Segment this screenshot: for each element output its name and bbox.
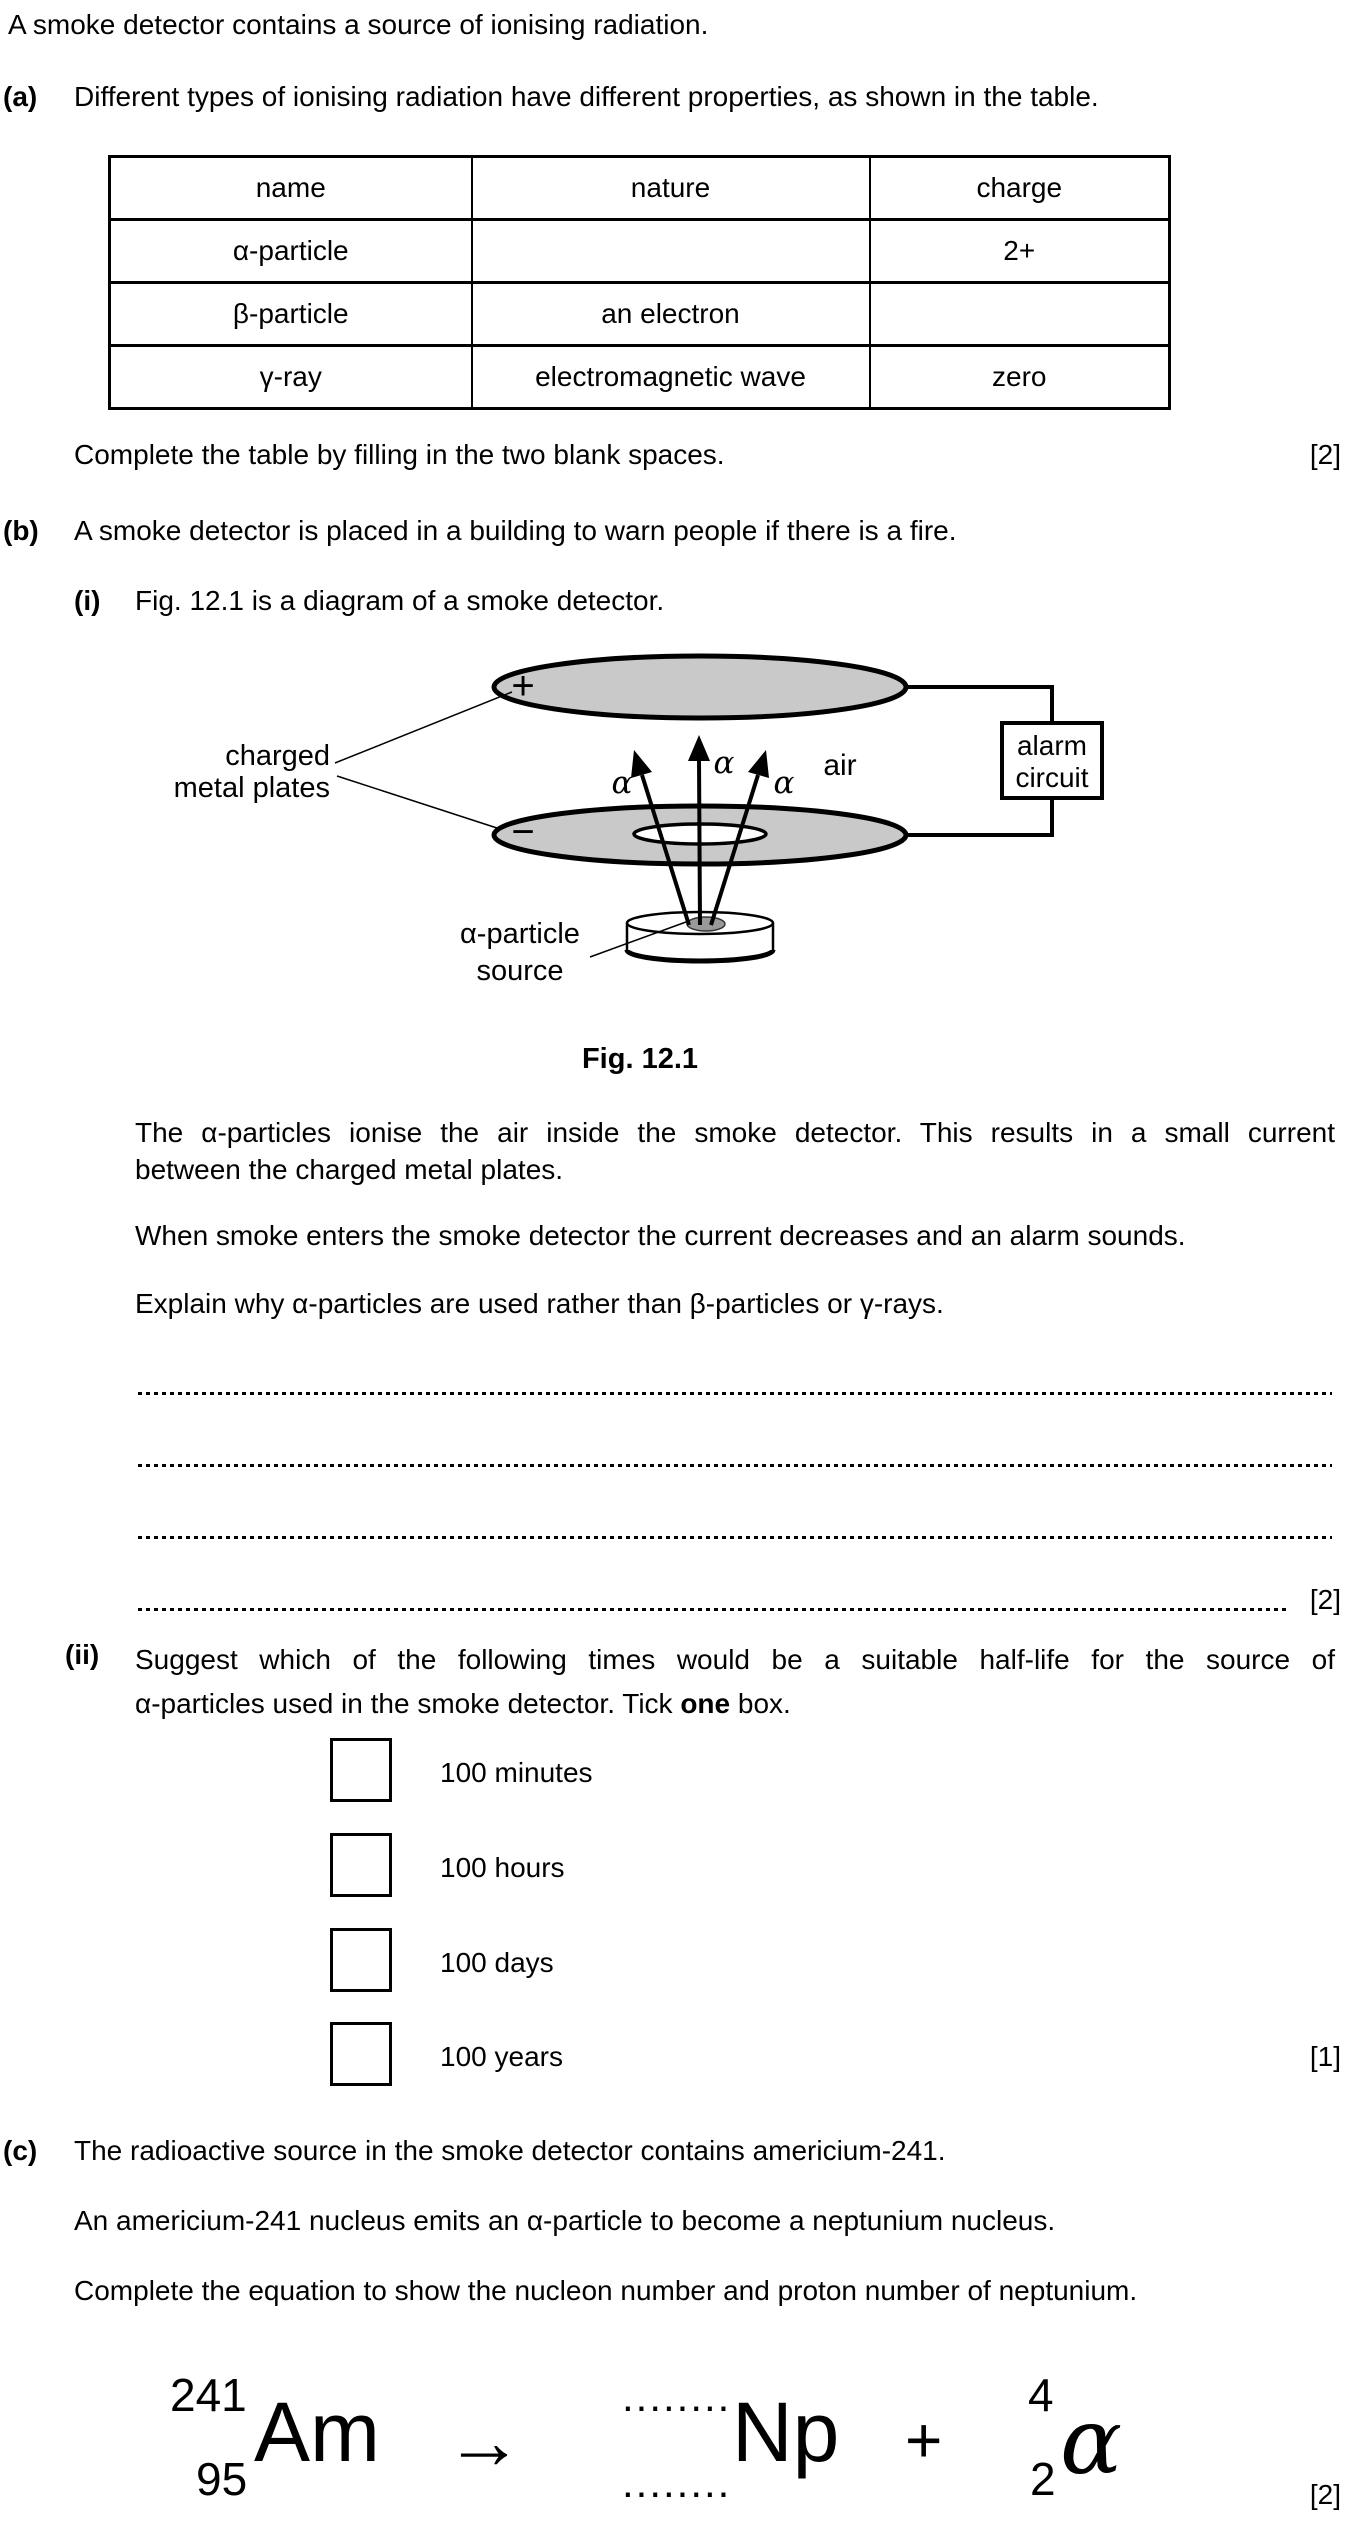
marks-part-c: [2]: [1309, 2479, 1341, 2510]
part-c-line3: Complete the equation to show the nucleon number and proton number of neptunium.: [74, 2275, 1138, 2306]
cell-beta-charge-blank[interactable]: [870, 283, 1170, 346]
alpha-arrowhead-center: [688, 735, 710, 761]
equation-reactant-symbol: Am: [254, 2385, 380, 2479]
alpha-symbol-left: α: [611, 765, 633, 801]
part-b-ii-line2: [135, 1682, 791, 1726]
tickbox-100-minutes[interactable]: [330, 1738, 392, 1802]
para3: Explain why α-particles are used rather than β-particles or γ-rays.: [135, 1288, 944, 1319]
cell-beta-name: β-particle: [110, 283, 472, 346]
marks-part-b-i: [2]: [1309, 1584, 1341, 1615]
para1-line2: between the charged metal plates.: [135, 1154, 564, 1185]
wire-bottom: [906, 798, 1052, 835]
part-c-line2: An americium-241 nucleus emits an α-particle to become a neptunium nucleus.: [74, 2205, 1056, 2236]
header-nature: nature: [472, 157, 870, 220]
part-a-text: Different types of ionising radiation have different properties, as shown in the table.: [74, 81, 1099, 112]
equation-reactant-mass: 241: [170, 2369, 247, 2421]
alpha-symbol-center: α: [713, 745, 735, 781]
wire-top: [906, 687, 1052, 723]
cell-beta-nature: an electron: [472, 283, 870, 346]
part-b-text: A smoke detector is placed in a building to warn people if there is a fire.: [74, 515, 957, 546]
part-b-i-text: Fig. 12.1 is a diagram of a smoke detector.: [135, 585, 665, 616]
table-instruction: Complete the table by filling in the two blank spaces.: [74, 439, 725, 470]
charged-plates-label-line2: metal plates: [173, 772, 330, 804]
source-label-line2: source: [476, 955, 564, 987]
figure-caption: Fig. 12.1: [581, 1043, 699, 1075]
option-label-100-years: 100 years: [440, 2041, 563, 2072]
equation-arrow-icon: →: [445, 2397, 523, 2485]
answer-line[interactable]: [138, 1392, 1332, 1395]
tickbox-100-hours[interactable]: [330, 1833, 392, 1897]
alpha-arrowhead-left: [631, 750, 652, 778]
option-label-100-hours: 100 hours: [440, 1852, 565, 1883]
plus-sign: +: [511, 664, 535, 708]
marks-part-b-ii: [1]: [1309, 2041, 1341, 2072]
equation-product-mass-blank[interactable]: ........: [622, 2373, 732, 2420]
option-label-100-days: 100 days: [440, 1947, 554, 1978]
equation-product-symbol: Np: [732, 2385, 840, 2479]
part-b-ii-line2-pre: α-particles used in the smoke detector. Tick: [135, 1688, 681, 1719]
alarm-circuit-label-line1: alarm: [1016, 730, 1088, 761]
leader-line-top-plate: [335, 692, 512, 763]
cell-alpha-nature-blank[interactable]: [472, 220, 870, 283]
tickbox-100-days[interactable]: [330, 1928, 392, 1992]
part-b-ii-marker: (ii): [65, 1639, 100, 1670]
alarm-circuit-label-line2: circuit: [1015, 762, 1089, 793]
option-label-100-minutes: 100 minutes: [440, 1757, 593, 1788]
cell-gamma-name: γ-ray: [110, 346, 472, 409]
table-row: [110, 220, 1170, 283]
part-c-text: The radioactive source in the smoke detector contains americium-241.: [74, 2135, 946, 2166]
alpha-source-pellet: [687, 917, 725, 931]
equation-alpha-mass: 4: [1028, 2369, 1054, 2421]
header-charge: charge: [870, 157, 1170, 220]
answer-line[interactable]: [138, 1536, 1332, 1539]
table-header-row: [110, 157, 1170, 220]
part-b-marker: (b): [3, 515, 39, 546]
header-name: name: [110, 157, 472, 220]
part-c-marker: (c): [3, 2135, 38, 2166]
cell-gamma-charge: zero: [870, 346, 1170, 409]
minus-sign: −: [511, 810, 535, 854]
part-b-ii-line2-post: box.: [730, 1688, 791, 1719]
source-cylinder-bottom: [627, 950, 773, 961]
leader-line-bottom-plate: [337, 776, 500, 829]
alpha-arrow-center: [699, 759, 700, 925]
charged-plates-label-line1: charged: [225, 740, 330, 772]
equation-alpha-proton: 2: [1030, 2453, 1056, 2505]
alpha-symbol-right: α: [773, 765, 795, 801]
cell-alpha-charge: 2+: [870, 220, 1170, 283]
para2: When smoke enters the smoke detector the current decreases and an alarm sounds.: [135, 1220, 1186, 1251]
equation-product-proton-blank[interactable]: ........: [622, 2459, 732, 2506]
equation-alpha-symbol: α: [1060, 2388, 1123, 2495]
tickbox-100-years[interactable]: [330, 2022, 392, 2086]
radiation-table: [108, 155, 1171, 410]
source-label-line1: α-particle: [460, 918, 580, 950]
equation-plus-sign: +: [905, 2404, 943, 2476]
para1-line1: The α-particles ionise the air inside the smoke detector. This results in a small current: [135, 1117, 1335, 1148]
part-b-i-marker: (i): [74, 585, 101, 616]
answer-line[interactable]: [138, 1464, 1332, 1467]
alpha-arrowhead-right: [748, 750, 769, 778]
cell-gamma-nature: electromagnetic wave: [472, 346, 870, 409]
air-label: air: [823, 749, 857, 782]
answer-line[interactable]: [138, 1608, 1290, 1611]
top-plate: [494, 656, 906, 718]
table-row: [110, 283, 1170, 346]
table-row: [110, 346, 1170, 409]
equation-reactant-proton: 95: [196, 2453, 248, 2505]
cell-alpha-name: α-particle: [110, 220, 472, 283]
part-b-ii-line2-bold: one: [680, 1688, 731, 1719]
part-a-marker: (a): [3, 81, 38, 112]
marks-part-a: [2]: [1309, 439, 1341, 470]
part-b-ii-line1: Suggest which of the following times would be a suitable half-life for the source of: [135, 1644, 1335, 1675]
intro-text: A smoke detector contains a source of ionising radiation.: [8, 9, 709, 40]
smoke-detector-diagram: [0, 645, 1345, 1020]
